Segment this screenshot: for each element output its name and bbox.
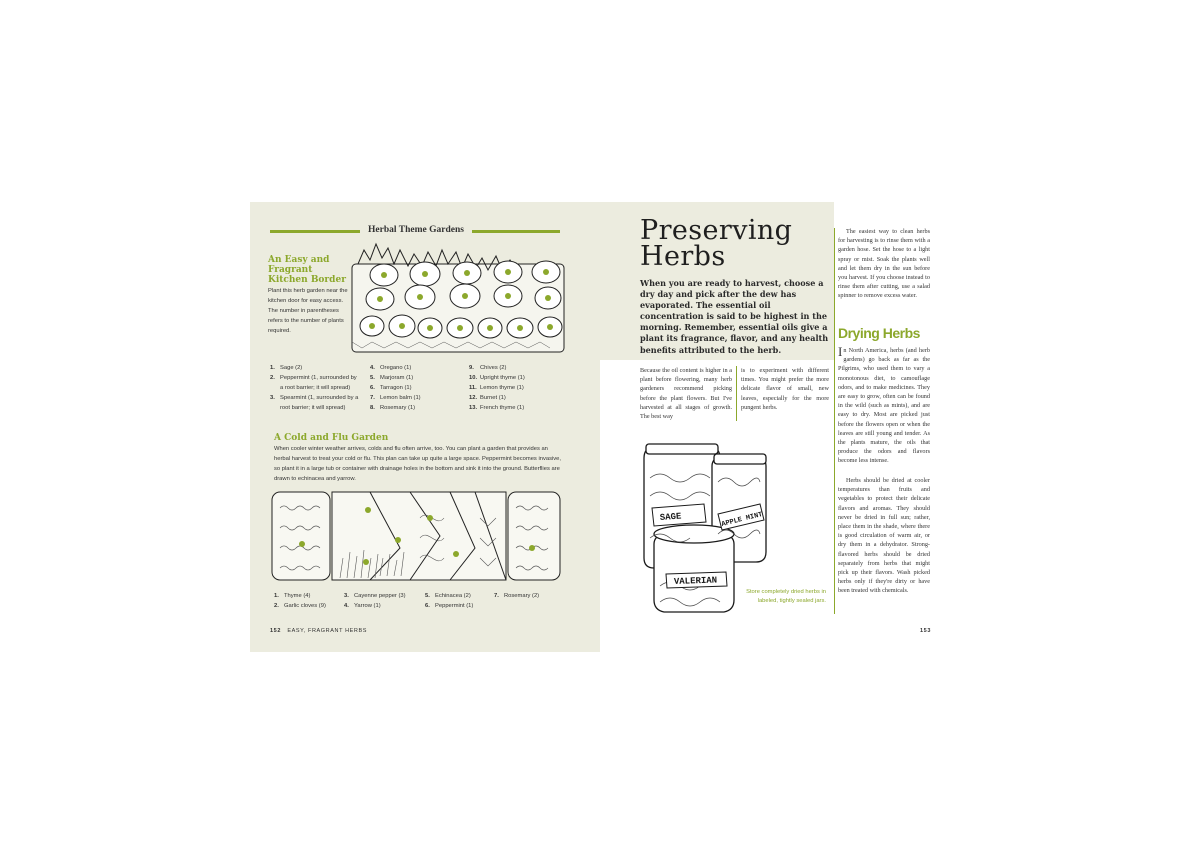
jar-label-apple-mint: APPLE MINT — [720, 510, 764, 529]
list-item: 3. Cayenne pepper (3) — [344, 593, 406, 599]
kitchen-plant-list-col1 — [270, 363, 365, 413]
cold-flu-list-col1 — [274, 591, 344, 611]
list-item: 2. Garlic cloves (9) — [274, 603, 326, 609]
drying-paragraph-1: In North America, herbs (and herb gardens) go back as far as the Pilgrims, who used them to vary a monotonous diet, to camouflage odors, and to make medicines. They are easy to grow, often can be found in the wild (such as mints), and are easy to dry. Most are picked just before the flowers open or when the leaves are still young and tender. As the plants mature, the oils that produce the odors and flavors become less intense. — [838, 344, 930, 465]
cold-flu-list-col3 — [425, 591, 495, 611]
list-item: 11. Lemon thyme (1) — [469, 385, 524, 391]
cold-flu-list-col2 — [344, 591, 424, 611]
list-item: 10. Upright thyme (1) — [469, 375, 525, 381]
running-head-rule-left — [270, 230, 360, 233]
list-item: 1. Sage (2) — [270, 365, 303, 371]
running-head: Herbal Theme Gardens — [360, 225, 472, 235]
right-folio: 153 — [920, 628, 931, 634]
page-title: Preserving Herbs — [640, 215, 793, 272]
body-column-1: Because the oil content is higher in a plant before flowering, many herb gardeners recommend picking before the plant flowers. But I've harvested at all stages of growth. The best way — [640, 367, 732, 421]
body-column-2: is to experiment with different times. You might prefer the more delicate flavor of small, new leaves, especially for the more pungent herbs. — [741, 367, 829, 411]
list-item: 12. Burnet (1) — [469, 395, 506, 401]
list-item: 4. Yarrow (1) — [344, 603, 381, 609]
list-item: 5. Marjoram (1) — [370, 375, 414, 381]
folio-text: EASY, FRAGRANT HERBS — [287, 628, 368, 634]
column-divider — [834, 228, 835, 614]
cold-flu-title: A Cold and Flu Garden — [274, 433, 389, 443]
cold-flu-description: When cooler winter weather arrives, colds and flu often arrive, too. You can plant a garden that provides an herbal harvest to treat your cold or flu. This plan can take up quite a large space. Peppermint becomes invasive, so plant it in a large tub or container with drainage holes in the bottom and sink it into the ground. Butterflies are drawn to echinacea and yarrow. — [274, 446, 561, 482]
cleaning-paragraph: The easiest way to clean herbs for harvesting is to rinse them with a garden hose. Set the hose to a light spray or mist. Soak the plants well and let them dry in the sun before you harvest. If you choose instead to rinse them after cutting, use a salad spinner to remove excess water. — [838, 228, 930, 300]
kitchen-border-description: Plant this herb garden near the kitchen door for easy access. The number in parentheses refers to the number of plants required. — [268, 288, 348, 334]
list-item: 9. Chives (2) — [469, 365, 507, 371]
cold-flu-garden-illustration — [270, 488, 562, 584]
list-item: 1. Thyme (4) — [274, 593, 311, 599]
list-item: 2. Peppermint (1, surrounded by a root barrier; it will spread) — [270, 375, 357, 391]
list-item: 4. Oregano (1) — [370, 365, 412, 371]
drying-paragraph-2: Herbs should be dried at cooler temperatures than fruits and vegetables to protect their delicate flavors and aromas. They should never be dried in full sun; rather, place them in the shade, where there is good circulation of warm air, or dry them in a dehydrator. Strong-flavored herbs should be dried separately from herbs that might pick up their flavors. Wash picked herbs only if they're dirty or have been treated with chemicals. — [838, 477, 930, 595]
list-item: 8. Rosemary (1) — [370, 405, 416, 411]
drop-cap: I — [838, 344, 843, 359]
kitchen-plant-list-col2 — [370, 363, 460, 413]
list-item: 3. Spearmint (1, surrounded by a root barrier; it will spread) — [270, 395, 359, 411]
running-head-rule-right — [472, 230, 560, 233]
cold-flu-list-col4 — [494, 591, 560, 601]
page-number: 152 — [270, 628, 281, 634]
list-item: 7. Rosemary (2) — [494, 593, 540, 599]
column-divider — [736, 366, 737, 421]
list-item: 6. Peppermint (1) — [425, 603, 474, 609]
list-item: 5. Echinacea (2) — [425, 593, 471, 599]
jar-label-sage: SAGE — [659, 511, 682, 523]
jar-label-valerian: VALERIAN — [673, 575, 718, 587]
list-item: 6. Tarragon (1) — [370, 385, 412, 391]
kitchen-border-garden-illustration — [350, 242, 568, 356]
illustration-caption: Store completely dried herbs in labeled, tightly sealed jars. — [746, 589, 826, 604]
intro-paragraph: When you are ready to harvest, choose a dry day and pick after the dew has evaporated. The essential oil concentration is said to be highest in the morning. Remember, essential oils give a plant its fragrance, flavor, and any health benefits attributed to the herb. — [640, 278, 829, 355]
kitchen-border-title: An Easy and Fragrant Kitchen Border — [268, 255, 346, 285]
kitchen-plant-list-col3 — [469, 363, 559, 413]
list-item: 13. French thyme (1) — [469, 405, 525, 411]
list-item: 7. Lemon balm (1) — [370, 395, 421, 401]
drying-herbs-heading: Drying Herbs — [838, 325, 920, 341]
left-folio — [270, 628, 367, 634]
